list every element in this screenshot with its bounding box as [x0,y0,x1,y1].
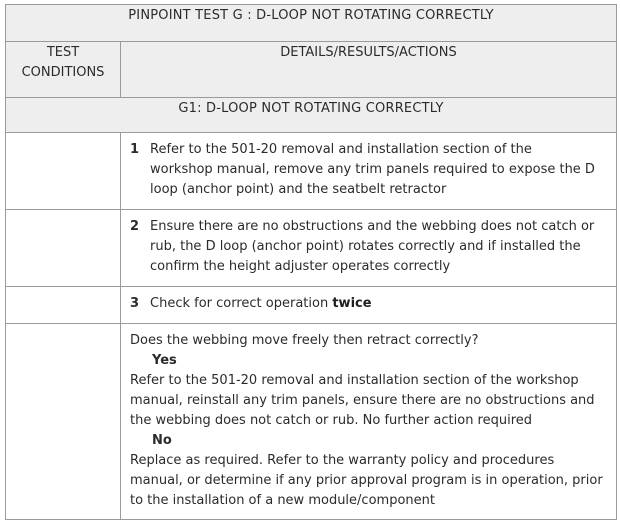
step-cell [121,210,617,287]
step-text: Ensure there are no obstructions and the webbing does not catch or rub, the D loop (anchor point) rotates correctly and if installed the confirm the height adjuster operates correctly [150,219,595,274]
section-row [6,98,617,133]
question-prompt: Does the webbing move freely then retract correctly? [130,333,479,348]
test-conditions-cell [6,324,121,520]
column-header-test-conditions [6,42,121,98]
step-number: 3 [130,296,140,311]
test-conditions-cell [6,133,121,210]
result-cell [121,324,617,520]
column-header-test-conditions-line2: CONDITIONS [21,65,105,80]
table-row [6,324,617,520]
table-title: PINPOINT TEST G : D-LOOP NOT ROTATING CORRECTLY [6,5,617,42]
step-number: 1 [130,142,140,157]
title-row [6,5,617,42]
step-text-main: Check for correct operation [150,296,333,311]
step-text: Refer to the 501-20 removal and installation section of the workshop manual, remove any trim panels required to expose the D loop (anchor point) and the seatbelt retractor [150,142,595,197]
no-label: No [152,433,172,448]
table-row [6,210,617,287]
step-cell [121,133,617,210]
column-header-test-conditions-line1: TEST [46,45,80,60]
section-title: G1: D-LOOP NOT ROTATING CORRECTLY [6,98,617,133]
test-conditions-cell [6,210,121,287]
step-cell [121,287,617,324]
step-number: 2 [130,219,140,234]
table-row [6,133,617,210]
test-conditions-cell [6,287,121,324]
no-action-text: Replace as required. Refer to the warranty policy and procedures manual, or determine if any prior approval program is in operation, prior to the installation of a new module/component [130,453,603,508]
yes-label: Yes [152,353,177,368]
column-header-details: DETAILS/RESULTS/ACTIONS [121,42,617,98]
column-header-row [6,42,617,98]
yes-action-text: Refer to the 501-20 removal and installation section of the workshop manual, reinstall any trim panels, ensure there are no obstructions and the webbing does not catch or rub. No further action required [130,373,595,428]
step-text [150,294,597,314]
table-row [6,287,617,324]
step-text-emphasis: twice [332,296,372,311]
pinpoint-test-table [5,4,617,520]
